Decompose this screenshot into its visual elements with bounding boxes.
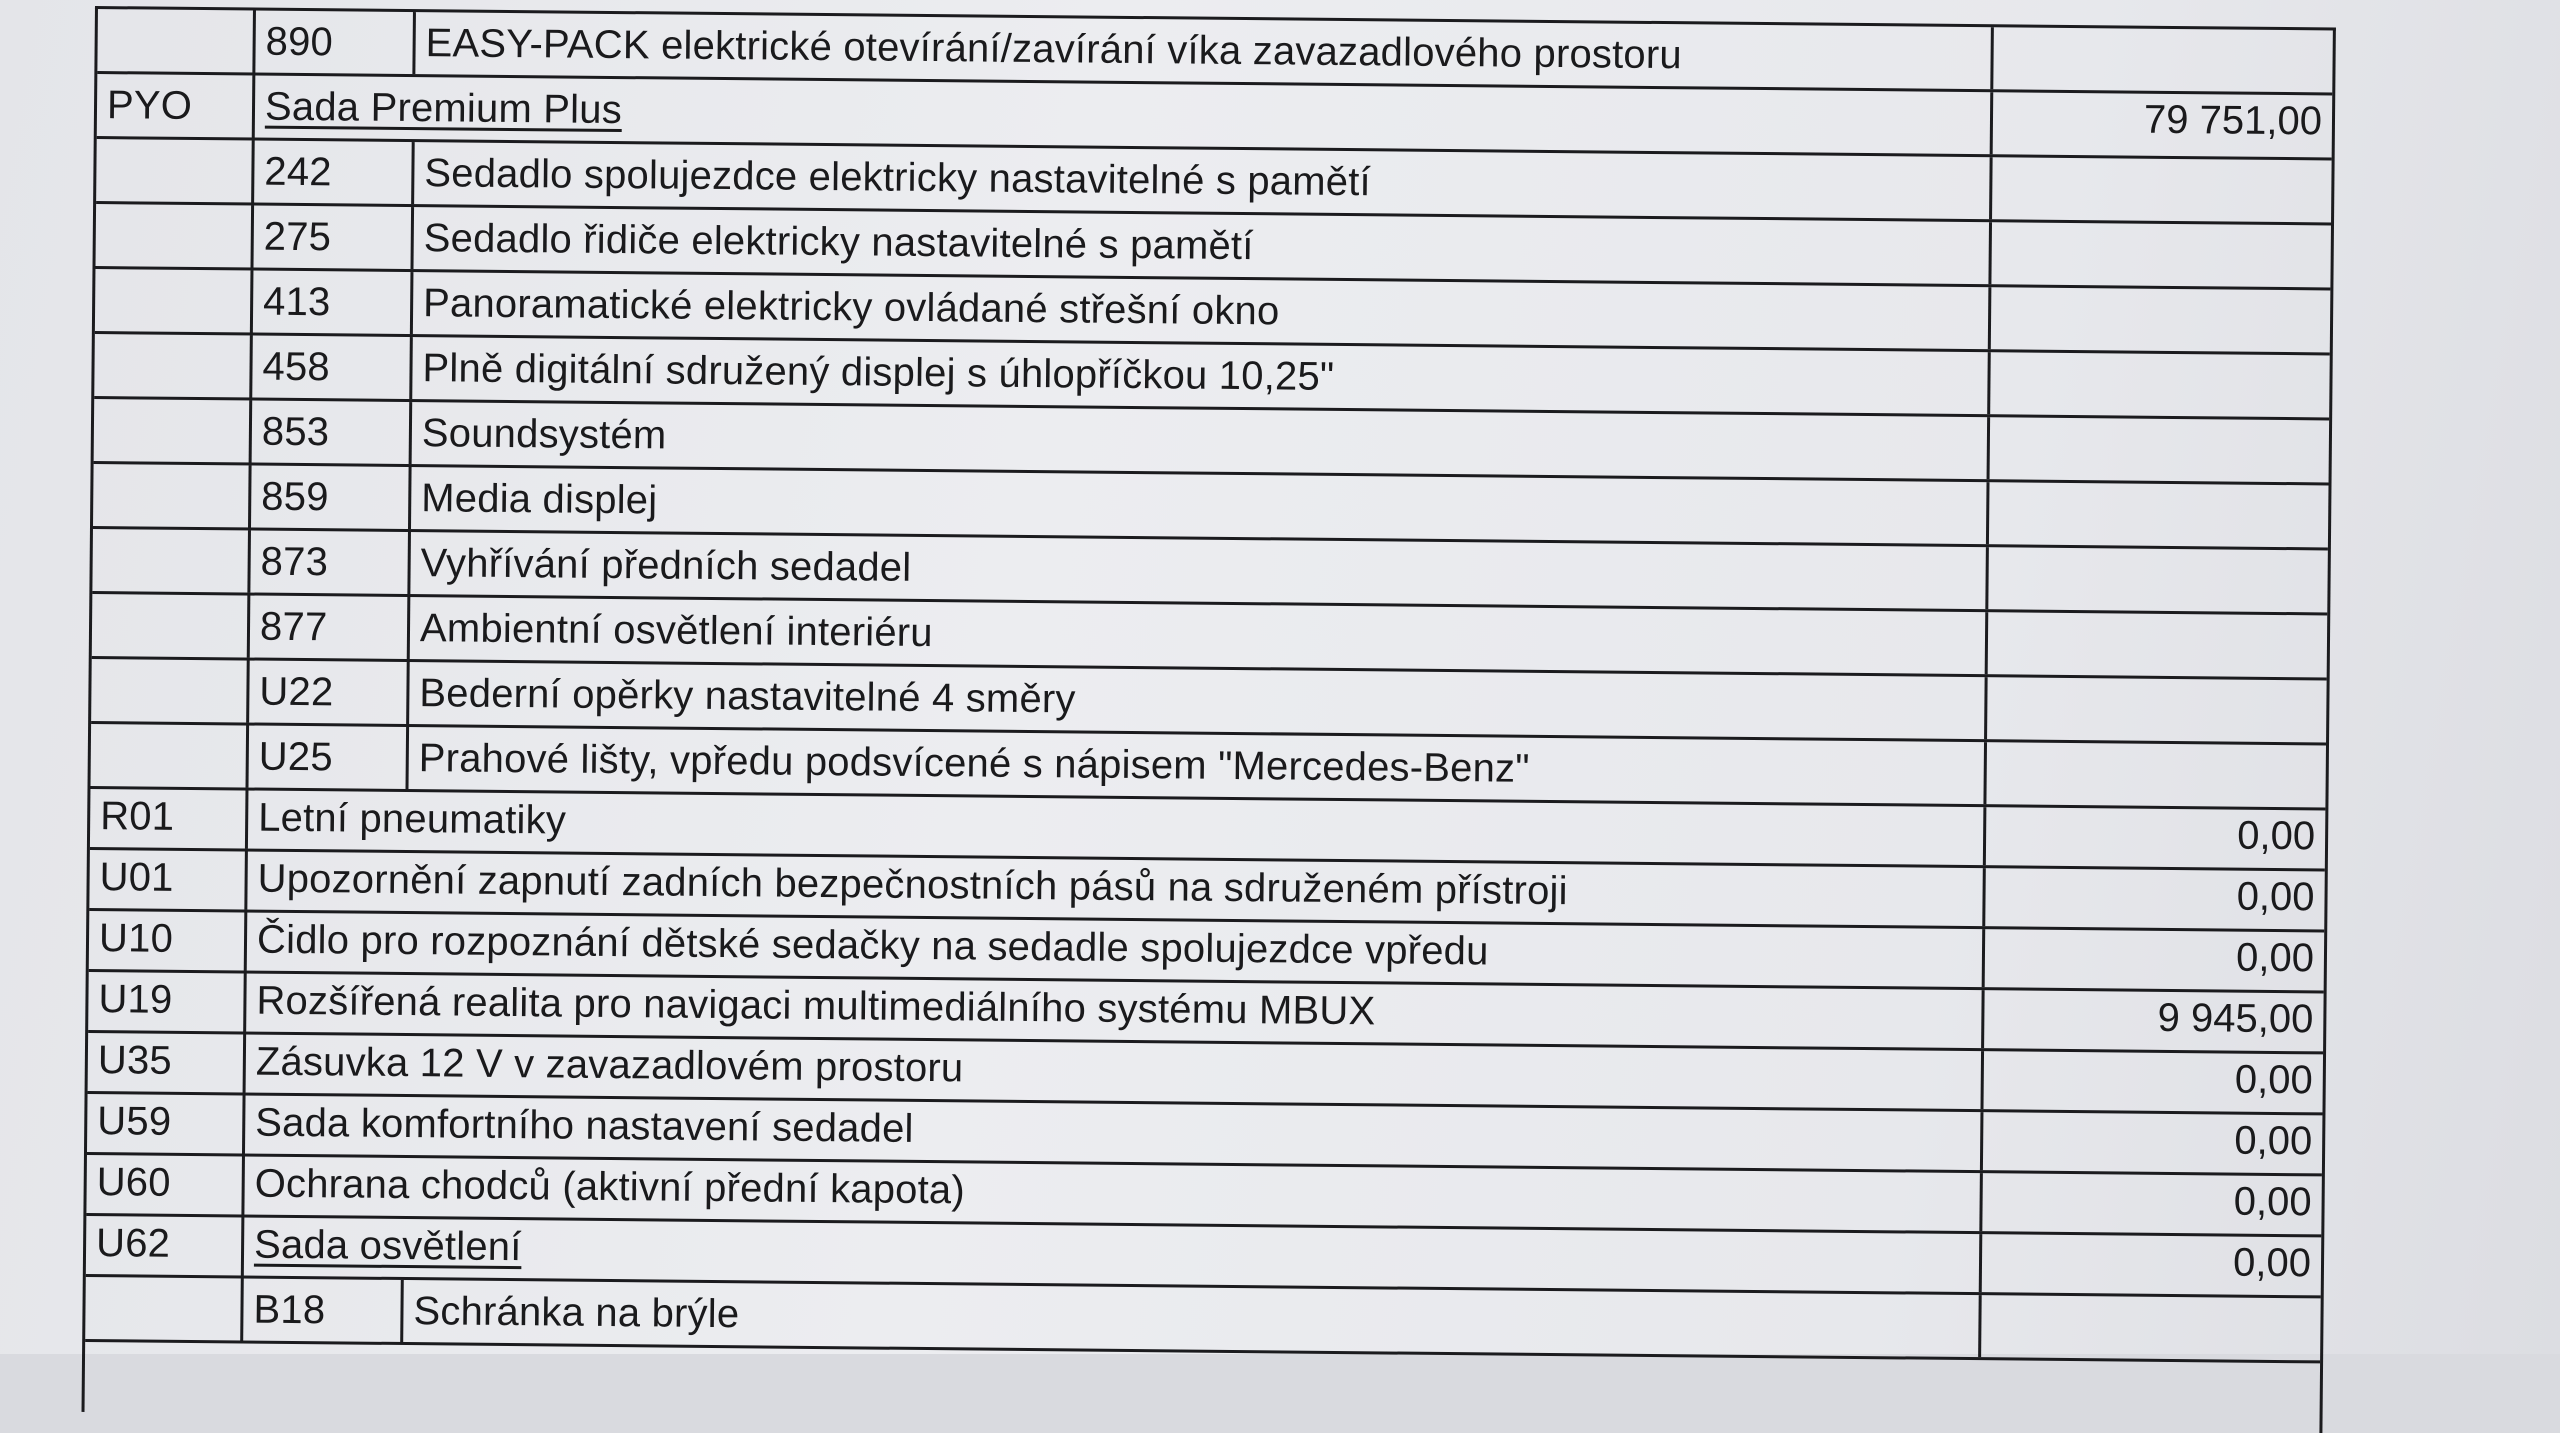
description: Ambientní osvětlení interiéru: [419, 606, 933, 656]
price-cell: [1985, 547, 2328, 612]
price-cell: [1987, 417, 2330, 482]
code-cell: [97, 74, 253, 137]
price-cell: [1990, 27, 2333, 92]
description: Vyhřívání předních sedadel: [420, 541, 912, 590]
price-cell: [1987, 352, 2330, 417]
subcode: 275: [263, 214, 332, 260]
price-cell: [1989, 157, 2332, 222]
description: Bederní opěrky nastavitelné 4 směry: [419, 671, 1076, 722]
description: Plně digitální sdružený displej s úhlopříčkou 10,25": [422, 346, 1335, 399]
code-cell: [87, 1094, 243, 1153]
code-cell: [91, 659, 247, 722]
price-cell: [1983, 742, 2326, 807]
subcode-cell: [248, 465, 409, 529]
option-code: U10: [98, 916, 174, 961]
price-cell: [1988, 222, 2331, 287]
price-cell: [1982, 929, 2325, 990]
price: 0,00: [2237, 813, 2316, 859]
subcode-cell: [247, 530, 408, 594]
description: Soundsystém: [421, 411, 667, 458]
subcode: 242: [264, 149, 332, 195]
subcode-cell: [246, 660, 407, 724]
subcode: 859: [261, 474, 329, 520]
subcode: B18: [253, 1287, 326, 1333]
subcode: 413: [262, 279, 331, 325]
price-cell: [1981, 990, 2324, 1051]
description: Sedadlo spolujezdce elektricky nastavitelné s pamětí: [424, 151, 1372, 205]
option-code: PYO: [106, 83, 193, 128]
subcode: 890: [265, 19, 334, 65]
description: EASY-PACK elektrické otevírání/zavírání víka zavazadlového prostoru: [425, 21, 1683, 78]
code-cell: [95, 269, 251, 332]
subcode: 877: [259, 604, 328, 650]
price-cell: [1980, 1112, 2323, 1173]
code-cell: [91, 724, 247, 787]
option-code: U35: [97, 1038, 173, 1083]
price-cell: [1979, 1173, 2322, 1234]
code-cell: [96, 204, 252, 267]
subcode: 853: [261, 409, 330, 455]
code-cell: [93, 464, 249, 527]
description: Prahové lišty, vpředu podsvícené s nápisem "Mercedes-Benz": [418, 736, 1530, 791]
option-title: Čidlo pro rozpoznání dětské sedačky na sedadle spolujezdce vpředu: [256, 917, 1489, 974]
price-cell: [1983, 807, 2326, 868]
price: 0,00: [2236, 874, 2315, 920]
option-title: Upozornění zapnutí zadních bezpečnostních pásů na sdruženém přístroji: [257, 856, 1568, 914]
price-cell: [1982, 868, 2325, 929]
code-cell: [88, 972, 244, 1031]
option-code: U01: [99, 855, 174, 900]
code-cell: [90, 789, 246, 848]
description: Schránka na brýle: [413, 1289, 740, 1337]
subcode-cell: [252, 11, 413, 75]
price-cell: [1986, 482, 2329, 547]
price-cell: [1984, 677, 2327, 742]
subcode: 873: [260, 539, 329, 585]
description-cell: [412, 12, 1991, 89]
price: 0,00: [2234, 1118, 2313, 1164]
option-title: Sada komfortního nastavení sedadel: [255, 1100, 914, 1151]
code-cell: [86, 1216, 242, 1275]
price-cell: [1978, 1295, 2321, 1360]
price: 0,00: [2234, 1057, 2314, 1103]
subcode: U22: [259, 669, 334, 715]
price-cell: [1985, 612, 2328, 677]
price-cell: [1979, 1234, 2322, 1295]
code-cell: [86, 1155, 242, 1214]
package-title: Sada osvětlení: [253, 1222, 522, 1270]
subcode-cell: [249, 400, 410, 464]
subcode-cell: [250, 271, 411, 335]
subcode: 458: [262, 344, 331, 390]
option-code: U62: [95, 1221, 171, 1266]
option-code: U60: [96, 1160, 171, 1205]
package-title: Sada Premium Plus: [264, 84, 623, 133]
equipment-table: [82, 6, 2336, 1433]
code-cell: [92, 529, 248, 592]
price: 0,00: [2232, 1240, 2312, 1286]
code-cell: [88, 1033, 244, 1092]
subcode-cell: [240, 1278, 401, 1342]
code-cell: [94, 399, 250, 462]
option-code: U59: [97, 1099, 172, 1144]
price-cell: [1990, 92, 2333, 157]
subcode-cell: [251, 141, 412, 205]
option-title: Rozšířená realita pro navigaci multimediálního systému MBUX: [256, 978, 1376, 1034]
option-title: Letní pneumatiky: [258, 795, 567, 843]
subcode: U25: [258, 734, 333, 780]
code-cell: [92, 594, 248, 657]
code-cell: [97, 9, 253, 72]
code-cell: [89, 911, 245, 970]
option-code: R01: [100, 794, 175, 839]
price-cell: [1988, 287, 2331, 352]
description: Panoramatické elektricky ovládané střešní okno: [422, 281, 1280, 334]
subcode-cell: [247, 595, 408, 659]
code-cell: [96, 139, 252, 202]
subcode-cell: [249, 336, 410, 400]
price: 79 751,00: [2143, 97, 2323, 144]
price: 0,00: [2235, 935, 2315, 981]
code-cell: [89, 850, 245, 909]
code-cell: [94, 334, 250, 397]
option-title: Zásuvka 12 V v zavazadlovém prostoru: [255, 1039, 964, 1091]
option-title: Ochrana chodců (aktivní přední kapota): [254, 1161, 966, 1213]
code-cell: [85, 1277, 241, 1340]
price: 9 945,00: [2157, 995, 2314, 1042]
price: 0,00: [2233, 1179, 2312, 1225]
subcode-cell: [246, 725, 407, 789]
description: Media displej: [421, 476, 658, 523]
price-cell: [1980, 1051, 2323, 1112]
subcode-cell: [250, 206, 411, 270]
option-code: U19: [98, 977, 173, 1022]
description: Sedadlo řidiče elektricky nastavitelné s pamětí: [423, 216, 1254, 269]
